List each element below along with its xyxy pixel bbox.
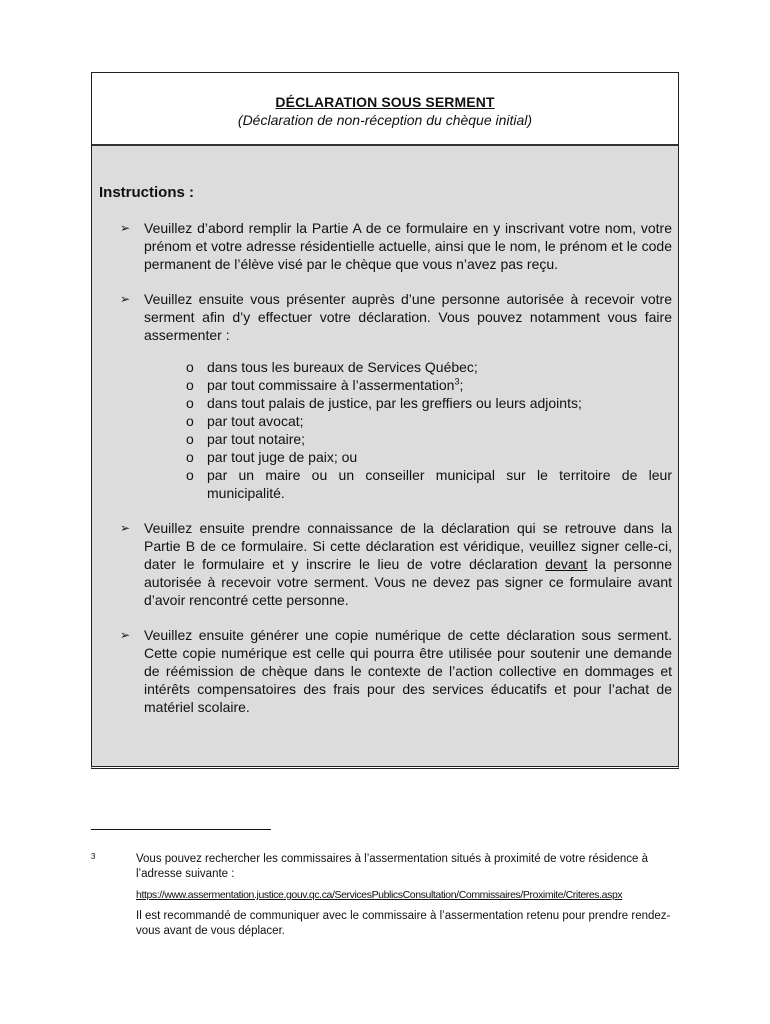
arrowhead-bullet-icon: ➢ xyxy=(120,221,131,235)
footnote-number: 3 xyxy=(91,852,96,861)
instruction-item xyxy=(120,519,672,609)
list-item: o par tout notaire; xyxy=(186,431,306,447)
circle-bullet-icon: o xyxy=(186,395,194,411)
arrowhead-bullet-icon: ➢ xyxy=(120,628,131,642)
footnote-text: Il est recommandé de communiquer avec le commissaire à l’assermentation retenu pour prendre rendez-vous avant de vous déplacer. xyxy=(136,910,671,937)
document-title: DÉCLARATION SOUS SERMENT xyxy=(275,94,495,110)
instruction-text: Veuillez ensuite prendre connaissance de la déclaration qui se retrouve dans la Partie B de ce formulaire. Si cette déclaration est véridique, veuillez signer celle-ci, dater le formulaire et y inscrire le lieu de votre déclaration devant la personne autorisée à recevoir votre serment. Vous ne devez pas signer ce formulaire avant d’avoir rencontré cette personne. xyxy=(144,520,672,608)
instruction-item xyxy=(120,290,672,502)
list-item: o dans tout palais de justice, par les greffiers ou leurs adjoints; xyxy=(186,395,582,411)
instructions-heading: Instructions : xyxy=(99,184,195,201)
footnote-separator xyxy=(91,829,271,830)
arrowhead-bullet-icon: ➢ xyxy=(120,521,131,535)
circle-bullet-icon: o xyxy=(186,359,194,375)
circle-bullet-icon: o xyxy=(186,413,194,429)
sworn-declaration-box xyxy=(91,72,679,769)
instruction-text: Veuillez ensuite vous présenter auprès d’une personne autorisée à recevoir votre serment afin d’y effectuer votre déclaration. Vous pouvez notamment vous faire assermenter : xyxy=(144,291,672,343)
list-item: o par tout avocat; xyxy=(186,413,304,429)
title-band xyxy=(92,73,678,146)
footnote-reference: 3 xyxy=(454,376,460,387)
list-item: o par tout commissaire à l’assermentation$^3$; xyxy=(186,376,464,393)
circle-bullet-icon: o xyxy=(186,377,194,393)
emphasis-devant: devant xyxy=(545,556,588,572)
circle-bullet-icon: o xyxy=(186,431,194,447)
instructions-panel xyxy=(92,146,678,766)
footnote-link[interactable]: https://www.assermentation.justice.gouv.qc.ca/ServicesPublicsConsultation/Commissaires/Proximite/Criteres.aspx xyxy=(136,889,623,901)
instructions-list xyxy=(120,219,672,733)
footnote xyxy=(136,852,681,945)
circle-bullet-icon: o xyxy=(186,449,194,465)
instruction-item xyxy=(120,219,672,273)
document-subtitle: (Déclaration de non-réception du chèque initial) xyxy=(237,112,533,128)
instruction-text: Veuillez ensuite générer une copie numérique de cette déclaration sous serment. Cette copie numérique est celle qui pourra être utilisée pour soutenir une demande de réémission de chèque dans le contexte de l’action collective en dommages et intérêts compensatoires des frais pour des services éducatifs et pour l’achat de matériel scolaire. xyxy=(144,627,672,715)
instruction-text: Veuillez d’abord remplir la Partie A de ce formulaire en y inscrivant votre nom, votre prénom et votre adresse résidentielle actuelle, ainsi que le nom, le prénom et le code permanent de l’élève visé par le chèque que vous n’avez pas reçu. xyxy=(144,220,672,272)
list-item: o par tout juge de paix; ou xyxy=(186,449,358,465)
instruction-item xyxy=(120,626,672,716)
sworn-officials-list xyxy=(144,358,672,502)
footnote-text: Vous pouvez rechercher les commissaires à l’assermentation situés à proximité de votre résidence à l’adresse suivante : xyxy=(136,853,648,880)
circle-bullet-icon: o xyxy=(186,467,194,483)
list-item: o par un maire ou un conseiller municipal sur le territoire de leur municipalité. xyxy=(186,467,672,501)
arrowhead-bullet-icon: ➢ xyxy=(120,292,131,306)
list-item: o dans tous les bureaux de Services Québec; xyxy=(186,359,478,375)
